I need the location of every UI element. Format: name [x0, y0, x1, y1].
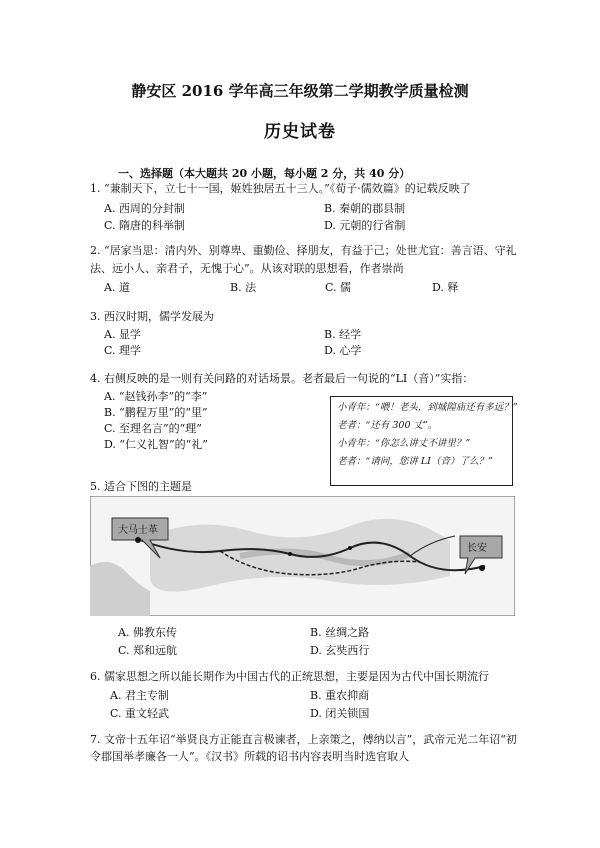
- q2-option-b: B. 法: [230, 281, 257, 294]
- q6-option-d: D. 闭关锁国: [310, 707, 370, 720]
- q6-option-b: B. 重农抑商: [310, 689, 370, 702]
- q7-line2: 令郡国举孝廉各一人”。《汉书》所载的诏书内容表明当时选官取人: [90, 750, 410, 763]
- q5-option-c: C. 郑和远航: [118, 644, 178, 657]
- q4-option-c: C. 至理名言”的“理”: [104, 422, 202, 435]
- q4-option-d: D. “仁义礼智”的“礼”: [104, 438, 208, 451]
- q5-option-a: A. 佛教东传: [118, 626, 177, 639]
- map-callout-damascus: 大马士革: [118, 525, 158, 536]
- q1-stem: 1. “兼制天下，立七十一国，姬姓独居五十三人。”《荀子·儒效篇》的记载反映了: [90, 182, 471, 195]
- q5-option-b: B. 丝绸之路: [310, 626, 370, 639]
- map-city-dot: [348, 546, 352, 550]
- q3-option-b: B. 经学: [324, 328, 362, 341]
- q3-option-d: D. 心学: [324, 344, 362, 357]
- q2-option-c: C. 儒: [325, 281, 352, 294]
- q1-option-b: B. 秦朝的郡县制: [324, 202, 406, 215]
- dialogue-line: 老者：“还有 300 丈”。: [337, 420, 438, 431]
- q6-stem: 6. 儒家思想之所以能长期作为中国古代的正统思想，主要是因为古代中国长期流行: [90, 670, 489, 683]
- q3-option-a: A. 显学: [104, 328, 141, 341]
- dialogue-line: 小青年：“喂！老头，到城隍庙还有多远？”: [337, 402, 518, 413]
- q2-line1: 2. “居家当思：清内外、别尊卑、重勤俭、择朋友，有益于己；处世尤宜：善言语、守礼: [90, 244, 517, 257]
- page-title: 静安区 2016 学年高三年级第二学期教学质量检测: [131, 82, 469, 100]
- q2-option-a: A. 道: [104, 281, 130, 294]
- q6-option-c: C. 重文轻武: [110, 707, 170, 720]
- q4-stem: 4. 右侧反映的是一则有关问路的对话场景。老者最后一句说的“LI（音）”实指：: [90, 372, 474, 385]
- q2-option-d: D. 释: [432, 281, 459, 294]
- q2-line2: 法、远小人、亲君子，无愧于心”。从该对联的思想看，作者崇尚: [90, 262, 404, 275]
- q3-stem: 3. 西汉时期，儒学发展为: [90, 310, 214, 323]
- q1-option-c: C. 隋唐的科举制: [104, 219, 186, 232]
- q5-option-d: D. 玄奘西行: [310, 644, 370, 657]
- q1-option-a: A. 西周的分封制: [104, 202, 185, 215]
- silk-road-map: [90, 496, 515, 616]
- map-city-dot: [135, 537, 141, 543]
- page-subtitle: 历史试卷: [264, 122, 336, 142]
- map-city-dot: [479, 565, 485, 571]
- dialogue-line: 老者：“请问，您讲 LI（音）了么？”: [337, 456, 493, 467]
- q3-option-c: C. 理学: [104, 344, 142, 357]
- q4-dialogue-box: [330, 396, 518, 486]
- q5-stem: 5. 适合下图的主题是: [90, 480, 192, 493]
- section-heading: 一、选择题（本大题共 20 小题，每小题 2 分，共 40 分）: [118, 167, 411, 180]
- map-callout-changan: 长安: [467, 543, 487, 554]
- q7-line1: 7. 文帝十五年诏“举贤良方正能直言极谏者，上亲策之，傅纳以言”，武帝元光二年诏“初: [90, 733, 517, 746]
- dialogue-line: 小青年：“你怎么讲丈不讲里？”: [337, 438, 471, 449]
- map-city-dot: [288, 552, 292, 556]
- q6-option-a: A. 君主专制: [110, 689, 169, 702]
- q1-option-d: D. 元朝的行省制: [324, 219, 406, 232]
- q4-option-b: B. “鹏程万里”的“里”: [104, 406, 208, 419]
- q4-option-a: A. “赵钱孙李”的“李”: [104, 390, 208, 403]
